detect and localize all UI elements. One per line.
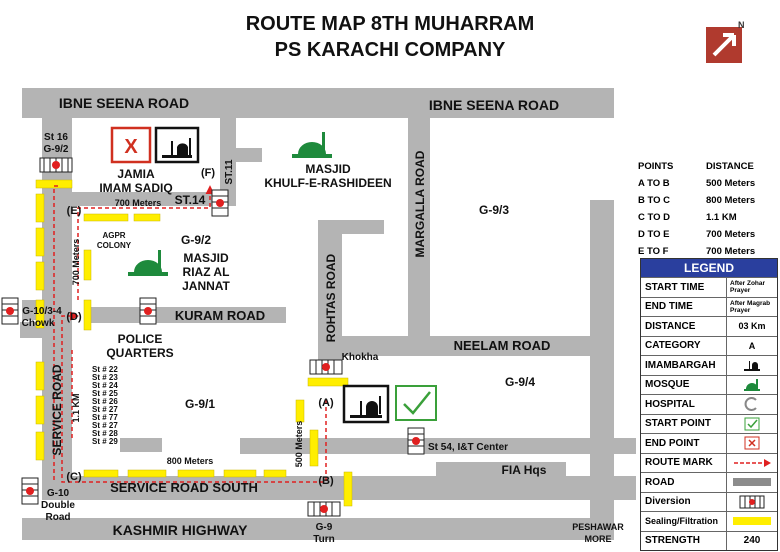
label-masjid-riaz-3: JANNAT xyxy=(182,279,230,293)
road-label-st11: ST.11 xyxy=(224,159,235,185)
legend-label: ROUTE MARK xyxy=(641,454,727,473)
legend-row-imambargah xyxy=(641,355,777,375)
street-list xyxy=(92,365,118,446)
legend-title: LEGEND xyxy=(641,259,777,277)
label-g93: G-9/3 xyxy=(478,203,510,217)
street-label: St # 22 xyxy=(92,365,118,374)
legend-value: A xyxy=(748,340,756,351)
label-g91: G-9/1 xyxy=(184,397,216,411)
legend-label: END TIME xyxy=(641,298,727,317)
distance-row-value: 700 Meters xyxy=(706,246,756,257)
street-label: St # 27 xyxy=(92,405,118,414)
legend-label: END POINT xyxy=(641,434,727,453)
distance-row xyxy=(638,209,778,226)
label-agpr-2: COLONY xyxy=(96,241,132,250)
road-label-kuram: KURAM ROAD xyxy=(174,308,266,323)
label-jamia-2: IMAM SADIQ xyxy=(99,181,173,195)
imambargah-icon xyxy=(156,128,198,162)
route-mark-icon xyxy=(727,454,777,473)
label-g1034-1: G-10/3-4 xyxy=(22,306,62,317)
label-police-2: QUARTERS xyxy=(106,346,174,360)
legend-label: MOSQUE xyxy=(641,376,727,395)
label-masjid-riaz-1: MASJID xyxy=(183,251,229,265)
distance-row xyxy=(638,226,778,243)
legend-label: START TIME xyxy=(641,278,727,297)
diversion-barrier-icon xyxy=(310,360,342,374)
label-police-1: POLICE xyxy=(117,332,163,346)
legend-row-end-time xyxy=(641,297,777,317)
street-label: St # 27 xyxy=(92,421,118,430)
svg-text:N: N xyxy=(738,20,745,30)
legend-label: ROAD xyxy=(641,473,727,492)
north-arrow-icon xyxy=(706,20,745,63)
street-label: St # 24 xyxy=(92,381,118,390)
road-swatch xyxy=(727,473,777,492)
mosque-icon xyxy=(128,250,168,276)
road-label-neelam: NEELAM ROAD xyxy=(453,338,551,353)
legend-value: After Magrab Prayer xyxy=(730,299,771,314)
svg-text:X: X xyxy=(124,136,138,158)
street-label: St # 77 xyxy=(92,413,118,422)
label-st54: St 54, I&T Center xyxy=(428,442,509,453)
imambargah-icon xyxy=(727,356,777,375)
diversion-barrier-icon xyxy=(140,298,156,324)
segment-label-de: 700 Meters xyxy=(71,238,81,286)
road-label-kashmir: KASHMIR HIGHWAY xyxy=(112,522,248,538)
street-label: St # 23 xyxy=(92,373,118,382)
point-b: (B) xyxy=(318,475,334,487)
label-g10-1: G-10 xyxy=(46,488,70,499)
road-label-rohtas: ROHTAS ROAD xyxy=(324,253,338,343)
legend-value: After Zohar Prayer xyxy=(730,280,766,295)
diversion-barrier-icon xyxy=(727,493,777,512)
legend-row-hospital xyxy=(641,394,777,414)
point-c: (C) xyxy=(66,471,82,483)
label-g9turn-1: G-9 xyxy=(315,522,333,533)
distance-col-points: POINTS xyxy=(638,161,674,172)
legend-row-strength xyxy=(641,531,777,551)
diversion-barrier-icon xyxy=(308,502,340,516)
label-masjid-khulf-1: MASJID xyxy=(305,162,351,176)
road-peshawar-more xyxy=(590,200,614,520)
segment-label-ab: 500 Meters xyxy=(294,420,304,468)
label-g92-top: G-9/2 xyxy=(43,144,69,155)
end-point-icon xyxy=(112,128,150,162)
road-label-service-south: SERVICE ROAD SOUTH xyxy=(110,480,258,495)
distance-col-distance: DISTANCE xyxy=(706,161,754,172)
segment-label-ef: 700 Meters xyxy=(114,198,162,208)
label-g9turn-2: Turn xyxy=(313,534,335,545)
distance-table xyxy=(638,158,778,260)
diversion-barrier-icon xyxy=(40,158,72,172)
legend-row-route-mark xyxy=(641,453,777,473)
label-g10-2: Double xyxy=(41,500,75,511)
map-title-line1: ROUTE MAP 8TH MUHARRAM xyxy=(245,13,535,35)
mosque-icon xyxy=(292,132,332,158)
road-label-st14: ST.14 xyxy=(174,193,206,207)
diversion-barrier-icon xyxy=(408,428,424,454)
mosque-icon xyxy=(727,376,777,395)
label-jamia-1: JAMIA xyxy=(117,167,155,181)
distance-row-points: E TO F xyxy=(638,246,669,257)
segment-label-bc: 800 Meters xyxy=(166,456,214,466)
point-e: (E) xyxy=(66,205,82,217)
diversion-barrier-icon xyxy=(22,478,38,504)
legend-row-diversion xyxy=(641,492,777,512)
street-label: St # 29 xyxy=(92,437,118,446)
distance-row-points: C TO D xyxy=(638,212,671,223)
label-st16: St 16 xyxy=(44,132,68,143)
hospital-icon xyxy=(727,395,777,414)
legend xyxy=(640,258,778,551)
start-point-icon xyxy=(396,386,436,420)
road-connector xyxy=(120,438,162,452)
legend-label: START POINT xyxy=(641,415,727,434)
legend-label: Sealing/Filtration xyxy=(641,512,727,531)
legend-row-start-time xyxy=(641,277,777,297)
sealing-swatch xyxy=(727,512,777,531)
road-label-ibne-seena-left: IBNE SEENA ROAD xyxy=(58,95,190,111)
street-label: St # 26 xyxy=(92,397,118,406)
distance-row xyxy=(638,175,778,192)
legend-value: 03 Km xyxy=(738,321,766,332)
label-g94: G-9/4 xyxy=(504,375,536,389)
distance-row-points: D TO E xyxy=(638,229,670,240)
legend-row-distance xyxy=(641,316,777,336)
end-point-icon xyxy=(727,434,777,453)
legend-label: DISTANCE xyxy=(641,317,727,336)
label-g1034-2: Chowk xyxy=(21,318,55,329)
legend-label: HOSPITAL xyxy=(641,395,727,414)
legend-row-road xyxy=(641,472,777,492)
distance-row-value: 1.1 KM xyxy=(706,212,737,223)
point-f: (F) xyxy=(200,167,216,179)
diversion-barrier-icon xyxy=(2,298,18,324)
distance-row xyxy=(638,192,778,209)
label-masjid-khulf-2: KHULF-E-RASHIDEEN xyxy=(264,176,392,190)
road-label-ibne-seena-right: IBNE SEENA ROAD xyxy=(428,97,560,113)
legend-label: CATEGORY xyxy=(641,337,727,356)
legend-row-sealing xyxy=(641,511,777,531)
map-title-line2: PS KARACHI COMPANY xyxy=(274,39,506,61)
legend-row-category xyxy=(641,336,777,356)
label-peshawar-2: MORE xyxy=(584,534,612,544)
label-masjid-riaz-2: RIAZ AL xyxy=(182,265,230,279)
segment-label-cd: 1.1 KM xyxy=(71,393,81,423)
road-label-service: SERVICE ROAD xyxy=(50,364,64,456)
label-g10-3: Road xyxy=(45,512,71,523)
imambargah-icon xyxy=(344,386,388,422)
road-label-margalla: MARGALLA ROAD xyxy=(413,150,427,258)
label-khokha: Khokha xyxy=(341,352,379,363)
label-peshawar-1: PESHAWAR xyxy=(572,522,624,532)
legend-row-start-point xyxy=(641,414,777,434)
diversion-barrier-icon xyxy=(212,190,228,216)
legend-row-end-point xyxy=(641,433,777,453)
street-label: St # 25 xyxy=(92,389,118,398)
legend-label: STRENGTH xyxy=(641,532,727,551)
distance-table-header xyxy=(638,158,778,175)
label-agpr-1: AGPR xyxy=(102,231,126,240)
distance-row-value: 500 Meters xyxy=(706,178,756,189)
legend-row-mosque xyxy=(641,375,777,395)
distance-row-points: B TO C xyxy=(638,195,671,206)
legend-value: 240 xyxy=(743,535,761,547)
street-label: St # 28 xyxy=(92,429,118,438)
label-fia: FIA Hqs xyxy=(501,463,547,477)
distance-row-value: 800 Meters xyxy=(706,195,756,206)
legend-label: Diversion xyxy=(641,493,727,512)
point-a: (A) xyxy=(318,397,334,409)
distance-row-points: A TO B xyxy=(638,178,670,189)
label-g92: G-9/2 xyxy=(180,233,212,247)
distance-row-value: 700 Meters xyxy=(706,229,756,240)
start-point-icon xyxy=(727,415,777,434)
point-d: (D) xyxy=(66,311,82,323)
legend-label: IMAMBARGAH xyxy=(641,356,727,375)
